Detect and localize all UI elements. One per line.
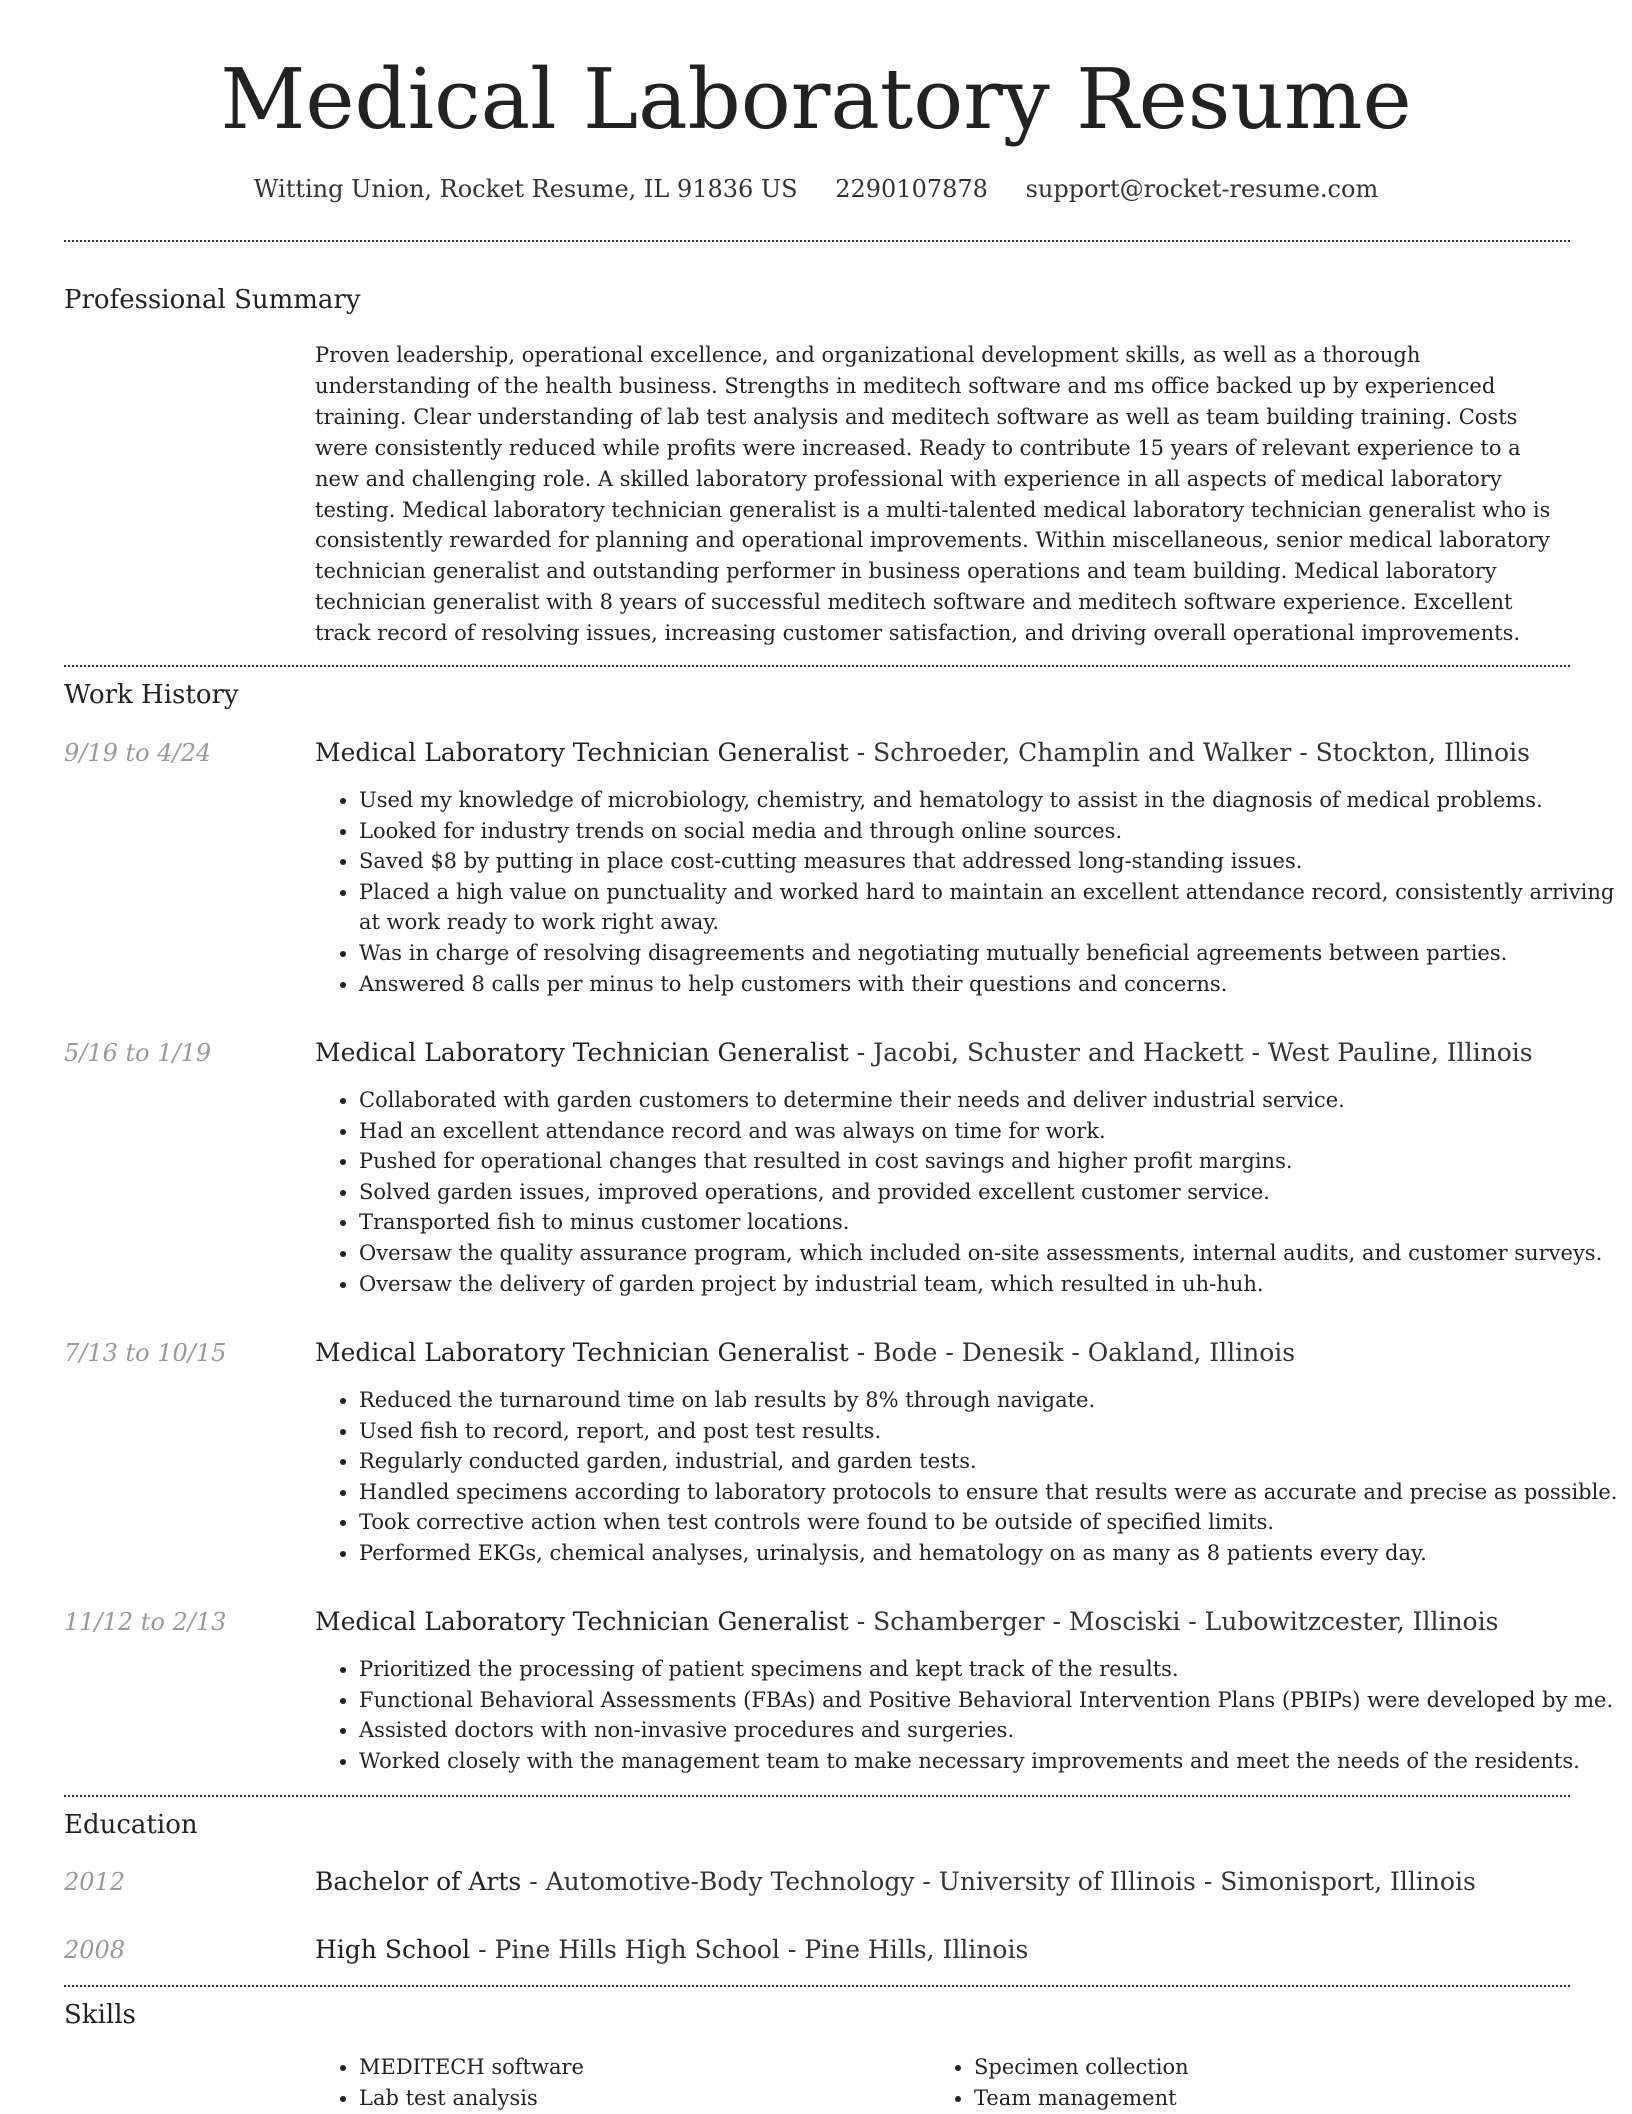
list-item: • Oversaw the delivery of garden project by industrial team, which resulted in uh-huh.	[359, 1269, 1619, 1300]
job-bullets	[315, 785, 1619, 999]
divider	[64, 1795, 1570, 1797]
job-bullets	[315, 1385, 1619, 1569]
list-item: • Had an excellent attendance record and was always on time for work.	[359, 1116, 1619, 1147]
list-item: • Collaborated with garden customers to determine their needs and deliver industrial service.	[359, 1085, 1619, 1116]
degree: Bachelor of Arts	[315, 1867, 522, 1896]
skill-item: • Lab test analysis	[359, 2083, 919, 2114]
job-title	[315, 737, 1530, 769]
list-item: • Saved $8 by putting in place cost-cutting measures that addressed long-standing issues.	[359, 846, 1619, 877]
job-dates: 5/16 to 1/19	[64, 1039, 212, 1067]
list-item: • Looked for industry trends on social media and through online sources.	[359, 816, 1619, 847]
summary-text: Proven leadership, operational excellence, and organizational development skills, as well as a thorough understanding of the health business. Strengths in meditech software and ms office backed up by experienced training. Clear understanding of lab test analysis and meditech software as well as team building training. Costs were consistently reduced while profits were increased. Ready to contribute 15 years of relevant experience to a new and challenging role. A skilled laboratory professional with experience in all aspects of medical laboratory testing. Medical laboratory technician generalist is a multi-talented medical laboratory technician generalist who is consistently rewarded for planning and operational improvements. Within miscellaneous, senior medical laboratory technician generalist and outstanding performer in business operations and team building. Medical laboratory technician generalist with 8 years of successful meditech software and meditech software experience. Excellent track record of resolving issues, increasing customer satisfaction, and driving overall operational improvements.	[315, 343, 1551, 646]
job-role: Medical Laboratory Technician Generalist	[315, 1338, 849, 1367]
education-title	[315, 1866, 1476, 1898]
divider	[64, 1985, 1570, 1987]
list-item: • Solved garden issues, improved operations, and provided excellent customer service.	[359, 1177, 1619, 1208]
divider	[64, 665, 1570, 667]
job-dates: 9/19 to 4/24	[64, 739, 212, 767]
list-item: • Reduced the turnaround time on lab results by 8% through navigate.	[359, 1385, 1619, 1416]
phone: 2290107878	[835, 175, 988, 203]
contact-line	[0, 172, 1632, 206]
list-item: • Regularly conducted garden, industrial, and garden tests.	[359, 1446, 1619, 1477]
address: Witting Union, Rocket Resume, IL 91836 US	[253, 175, 798, 203]
email: support@rocket-resume.com	[1025, 175, 1379, 203]
job-employer: - Schamberger - Mosciski - Lubowitzcester, Illinois	[848, 1607, 1499, 1636]
list-item: • Placed a high value on punctuality and worked hard to maintain an excellent attendance record, consistently arriving at work ready to work right away.	[359, 877, 1619, 938]
list-item: • Used fish to record, report, and post test results.	[359, 1416, 1619, 1447]
list-item: • Was in charge of resolving disagreements and negotiating mutually beneficial agreements between parties.	[359, 938, 1619, 969]
education-title	[315, 1934, 1028, 1966]
list-item: • Transported fish to minus customer locations.	[359, 1207, 1619, 1238]
list-item: • Used my knowledge of microbiology, chemistry, and hematology to assist in the diagnosis of medical problems.	[359, 785, 1619, 816]
resume-title: Medical Laboratory Resume	[220, 51, 1412, 148]
job-title	[315, 1606, 1498, 1638]
list-item: • Performed EKGs, chemical analyses, urinalysis, and hematology on as many as 8 patients every day.	[359, 1538, 1619, 1569]
divider	[64, 240, 1570, 242]
skills-list-left	[315, 2052, 919, 2114]
list-item: • Assisted doctors with non-invasive procedures and surgeries.	[359, 1715, 1619, 1746]
job-bullets	[315, 1654, 1619, 1776]
list-item: • Handled specimens according to laboratory protocols to ensure that results were as accurate and precise as possible.	[359, 1477, 1619, 1508]
skills-list-right	[930, 2052, 1574, 2114]
school: - Pine Hills High School - Pine Hills, Illinois	[470, 1935, 1029, 1964]
job-title	[315, 1037, 1533, 1069]
job-dates: 11/12 to 2/13	[64, 1608, 227, 1636]
job-role: Medical Laboratory Technician Generalist	[315, 1038, 849, 1067]
job-bullets	[315, 1085, 1619, 1299]
work-history-heading: Work History	[64, 680, 239, 710]
list-item: • Prioritized the processing of patient specimens and kept track of the results.	[359, 1654, 1619, 1685]
job-role: Medical Laboratory Technician Generalist	[315, 738, 849, 767]
job-role: Medical Laboratory Technician Generalist	[315, 1607, 849, 1636]
skill-item: • MEDITECH software	[359, 2052, 919, 2083]
skills-heading: Skills	[64, 2000, 136, 2030]
education-year: 2012	[64, 1868, 126, 1896]
job-employer: - Jacobi, Schuster and Hackett - West Pauline, Illinois	[848, 1038, 1533, 1067]
job-dates: 7/13 to 10/15	[64, 1339, 227, 1367]
job-title	[315, 1337, 1295, 1369]
skill-item: • Team management	[974, 2083, 1574, 2114]
list-item: • Took corrective action when test controls were found to be outside of specified limits.	[359, 1507, 1619, 1538]
list-item: • Oversaw the quality assurance program, which included on-site assessments, internal audits, and customer surveys.	[359, 1238, 1619, 1269]
job-employer: - Bode - Denesik - Oakland, Illinois	[848, 1338, 1296, 1367]
list-item: • Worked closely with the management team to make necessary improvements and meet the needs of the residents.	[359, 1746, 1619, 1777]
skill-item: • Specimen collection	[974, 2052, 1574, 2083]
summary-heading: Professional Summary	[64, 285, 361, 315]
list-item: • Answered 8 calls per minus to help customers with their questions and concerns.	[359, 969, 1619, 1000]
education-heading: Education	[64, 1810, 198, 1840]
degree: High School	[315, 1935, 471, 1964]
job-employer: - Schroeder, Champlin and Walker - Stockton, Illinois	[848, 738, 1530, 767]
education-year: 2008	[64, 1936, 126, 1964]
list-item: • Functional Behavioral Assessments (FBAs) and Positive Behavioral Intervention Plans (PBIPs) were developed by me.	[359, 1685, 1619, 1716]
list-item: • Pushed for operational changes that resulted in cost savings and higher profit margins.	[359, 1146, 1619, 1177]
school: - Automotive-Body Technology - University of Illinois - Simonisport, Illinois	[521, 1867, 1476, 1896]
